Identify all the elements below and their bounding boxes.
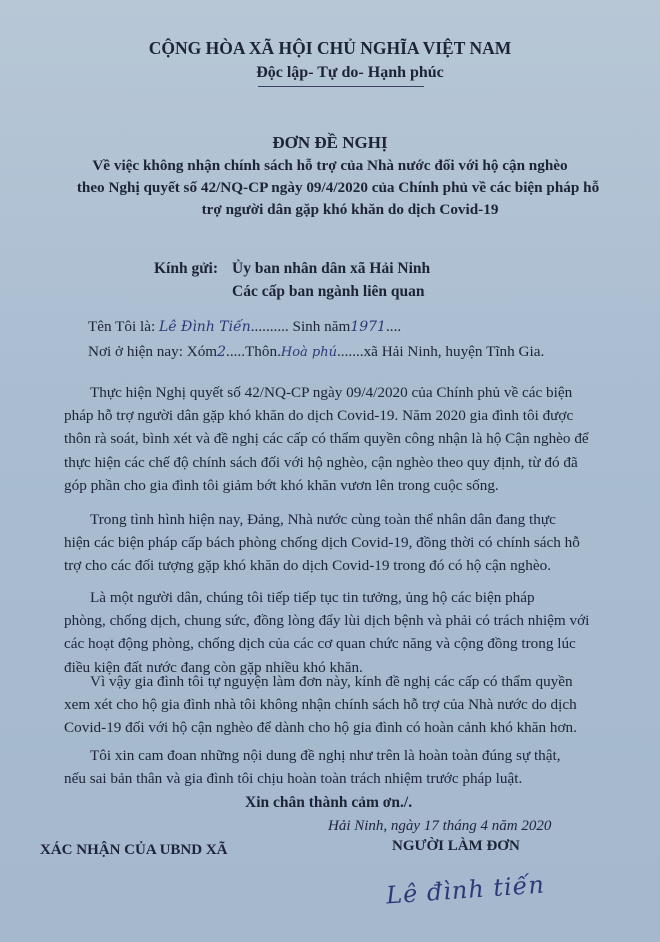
thanks-line: Xin chân thành cảm ơn./. — [245, 794, 413, 811]
address-rest: xã Hải Ninh, huyện Tĩnh Gia. — [363, 343, 545, 360]
paragraph-line: xem xét cho hộ gia đình nhà tôi không nhận chính sách hỗ trợ của Nhà nước do dịch — [64, 696, 577, 714]
paragraph-line: hiện các biện pháp cấp bách phòng chống dịch Covid-19, đồng thời có chính sách hỗ — [64, 534, 580, 552]
paragraph-line: pháp hỗ trợ người dân gặp khó khăn do dịch Covid-19. Năm 2020 gia đình tôi được — [64, 407, 574, 425]
paragraph-line: trợ cho các đối tượng gặp khó khăn do dịch Covid-19 trong đó có hộ cận nghèo. — [64, 557, 551, 575]
nation-header: CỘNG HÒA XÃ HỘI CHỦ NGHĨA VIỆT NAM — [148, 38, 512, 58]
paragraph-line: thôn rà soát, bình xét và đề nghị các cấp có thẩm quyền công nhận là hộ Cận nghèo để — [64, 430, 589, 448]
subject-line-1: Về việc không nhận chính sách hỗ trợ của Nhà nước đối với hộ cận nghèo — [92, 157, 568, 174]
paragraph-line: góp phần cho gia đình tôi giảm bớt khó khăn vươn lên trong cuộc sống. — [64, 476, 499, 494]
paragraph-line: Tôi xin cam đoan những nội dung đề nghị như trên là hoàn toàn đúng sự thật, — [90, 747, 561, 764]
motto: Độc lập- Tự do- Hạnh phúc — [256, 64, 444, 81]
paragraph-line: phòng, chống dịch, chung sức, đồng lòng đẩy lùi dịch bệnh và phải có trách nhiệm với — [64, 612, 590, 630]
recipient-line-1: Ủy ban nhân dân xã Hải Ninh — [232, 260, 431, 277]
birth-dots: .... — [385, 318, 402, 335]
paragraph-1 — [64, 381, 624, 497]
paragraph-line: Là một người dân, chúng tôi tiếp tiếp tục tin tưởng, ủng hộ các biện pháp — [90, 589, 535, 606]
village-label: Thôn. — [245, 343, 281, 360]
paragraph-5 — [64, 744, 624, 790]
recipient-line-2: Các cấp ban ngành liên quan — [232, 283, 425, 300]
paragraph-line: nếu sai bản thân và gia đình tôi chịu hoàn toàn trách nhiệm trước pháp luật. — [64, 770, 523, 788]
motto-underline — [258, 86, 424, 87]
address-row — [88, 343, 544, 361]
subject-line-3: trợ người dân gặp khó khăn do dịch Covid-19 — [201, 201, 499, 218]
hamlet-value: 2 — [217, 344, 227, 360]
paragraph-line: thực hiện các chế độ chính sách đối với hộ nghèo, cận nghèo theo quy định, từ đó đã — [64, 453, 578, 471]
paragraph-2 — [64, 508, 624, 578]
applicant-signature: Lê đình tiến — [385, 870, 546, 910]
document-title: ĐƠN ĐỀ NGHỊ — [272, 133, 388, 152]
village-value: Hoà phú — [280, 345, 337, 360]
paragraph-line: Vì vậy gia đình tôi tự nguyện làm đơn này, kính đề nghị các cấp có thẩm quyền — [90, 673, 573, 690]
place-date: Hải Ninh, ngày 17 tháng 4 năm 2020 — [328, 818, 552, 834]
village-dots: ....... — [337, 343, 364, 360]
birth-value: 1971 — [350, 319, 386, 335]
name-label: Tên Tôi là: — [88, 318, 156, 335]
hamlet-dots: ..... — [226, 343, 246, 360]
confirmation-title: XÁC NHẬN CỦA UBND XÃ — [40, 842, 228, 858]
name-row — [88, 318, 401, 336]
paragraph-line: các hoạt động phòng, chống dịch của các cơ quan chức năng và cộng đồng trong lúc — [64, 635, 576, 653]
applicant-title: NGƯỜI LÀM ĐƠN — [392, 838, 520, 854]
paragraph-3 — [64, 586, 624, 679]
paragraph-4 — [64, 670, 624, 740]
birth-label: Sinh năm — [292, 318, 351, 335]
paragraph-line: Thực hiện Nghị quyết số 42/NQ-CP ngày 09/4/2020 của Chính phủ về các biện — [90, 384, 573, 401]
name-value: Lê Đình Tiến — [159, 319, 251, 335]
subject-line-2: theo Nghị quyết số 42/NQ-CP ngày 09/4/2020 của Chính phủ về các biện pháp hỗ — [76, 179, 600, 196]
paragraph-line: Covid-19 đối với hộ cận nghèo để dành cho hộ gia đình có hoàn cảnh khó khăn hơn. — [64, 719, 577, 737]
recipient-label: Kính gửi: — [154, 260, 218, 277]
address-label: Nơi ở hiện nay: Xóm — [88, 343, 218, 360]
paragraph-line: điều kiện đất nước đang còn gặp nhiều khó khăn. — [64, 658, 363, 676]
paragraph-line: Trong tình hình hiện nay, Đảng, Nhà nước cùng toàn thể nhân dân đang thực — [90, 511, 556, 528]
name-dots: .......... — [250, 318, 289, 335]
